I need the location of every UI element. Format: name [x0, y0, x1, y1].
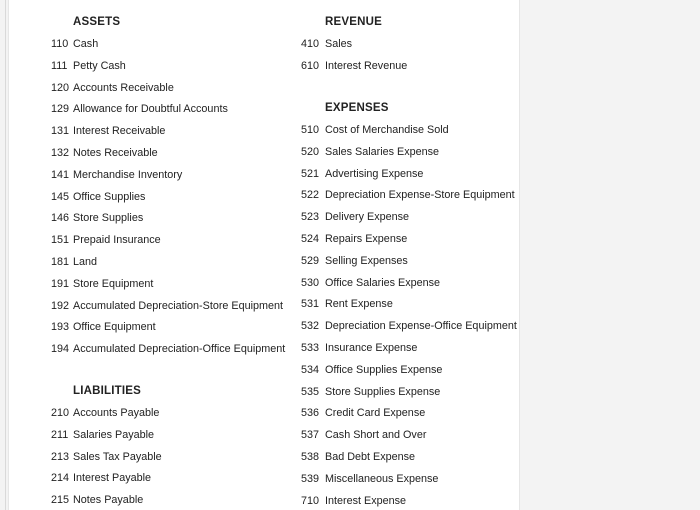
assets-account-code: 129 — [51, 103, 70, 116]
liabilities-account-name: Interest Payable — [73, 472, 152, 485]
expenses-account-name: Sales Salaries Expense — [325, 145, 440, 158]
expenses-account-code: 520 — [301, 145, 320, 158]
expenses-account-name: Advertising Expense — [325, 167, 424, 180]
expenses-account-code: 537 — [301, 429, 320, 442]
assets-account-name: Cash — [73, 38, 99, 50]
liabilities-account-code: 214 — [51, 472, 70, 485]
liabilities-account-name: Sales Tax Payable — [73, 450, 162, 463]
expenses-account-code: 523 — [301, 211, 320, 224]
assets-account-code: 191 — [51, 277, 70, 290]
assets-account-name: Allowance for Doubtful Accounts — [73, 103, 228, 116]
assets-account-name: Interest Receivable — [73, 125, 166, 138]
expenses-account-name: Credit Card Expense — [325, 407, 426, 420]
expenses-account-code: 533 — [301, 342, 320, 354]
assets-account-code: 111 — [51, 59, 68, 72]
assets-heading: ASSETS — [73, 16, 121, 28]
expenses-account-name: Insurance Expense — [325, 342, 418, 354]
assets-account-code: 110 — [51, 38, 69, 50]
assets-account-code: 194 — [51, 343, 70, 356]
assets-account-code: 193 — [51, 321, 70, 334]
expenses-account-name: Delivery Expense — [325, 211, 410, 224]
assets-account-code: 146 — [51, 212, 70, 225]
assets-account-name: Notes Receivable — [73, 147, 158, 159]
revenue-account-name: Interest Revenue — [325, 59, 408, 72]
revenue-account-code: 410 — [301, 38, 320, 50]
assets-account-name: Store Equipment — [73, 277, 154, 290]
expenses-account-code: 536 — [301, 407, 320, 420]
assets-account-name: Accumulated Depreciation-Office Equipment — [73, 343, 286, 356]
expenses-account-name: Repairs Expense — [325, 233, 408, 245]
expenses-account-code: 521 — [301, 167, 320, 180]
assets-account-code: 141 — [51, 168, 70, 181]
liabilities-account-name: Accounts Payable — [73, 407, 160, 419]
assets-account-name: Petty Cash — [73, 59, 126, 72]
expenses-heading: EXPENSES — [325, 102, 389, 114]
expenses-account-code: 532 — [301, 320, 320, 333]
expenses-account-name: Interest Expense — [325, 494, 407, 507]
expenses-account-name: Depreciation Expense-Store Equipment — [325, 189, 515, 202]
expenses-account-name: Selling Expenses — [325, 254, 408, 267]
assets-account-code: 181 — [51, 256, 70, 268]
expenses-account-code: 534 — [301, 363, 320, 376]
chart-of-accounts-sheet — [8, 0, 520, 510]
liabilities-account-name: Notes Payable — [73, 494, 144, 507]
expenses-account-name: Rent Expense — [325, 298, 393, 311]
assets-account-name: Accumulated Depreciation-Store Equipment — [73, 299, 284, 312]
liabilities-account-code: 215 — [51, 494, 70, 507]
liabilities-account-code: 211 — [51, 428, 69, 441]
assets-account-name: Land — [73, 256, 98, 268]
expenses-account-code: 539 — [301, 472, 320, 485]
assets-account-code: 132 — [51, 147, 70, 159]
revenue-heading: REVENUE — [325, 16, 382, 28]
expenses-account-code: 522 — [301, 189, 320, 202]
expenses-account-code: 538 — [301, 451, 320, 463]
expenses-account-code: 710 — [301, 494, 320, 507]
liabilities-heading: LIABILITIES — [73, 385, 142, 397]
liabilities-account-code: 210 — [51, 407, 70, 419]
assets-account-name: Accounts Receivable — [73, 81, 174, 94]
assets-account-name: Store Supplies — [73, 212, 144, 225]
assets-account-name: Merchandise Inventory — [73, 168, 183, 181]
expenses-account-code: 535 — [301, 385, 320, 398]
liabilities-account-name: Salaries Payable — [73, 428, 155, 441]
expenses-account-name: Office Salaries Expense — [325, 276, 441, 289]
assets-account-code: 120 — [51, 81, 70, 94]
assets-account-code: 192 — [51, 299, 70, 312]
expenses-account-name: Cash Short and Over — [325, 429, 427, 442]
assets-account-name: Prepaid Insurance — [73, 234, 161, 247]
expenses-account-name: Bad Debt Expense — [325, 451, 416, 463]
expenses-account-code: 510 — [301, 124, 320, 136]
expenses-account-name: Depreciation Expense-Office Equipment — [325, 320, 517, 333]
expenses-account-name: Store Supplies Expense — [325, 385, 441, 398]
expenses-account-code: 524 — [301, 233, 320, 245]
assets-account-code: 145 — [51, 190, 70, 203]
revenue-account-name: Sales — [325, 38, 353, 50]
expenses-account-code: 531 — [301, 298, 320, 311]
assets-account-code: 131 — [51, 125, 70, 138]
expenses-account-code: 530 — [301, 276, 320, 289]
assets-account-code: 151 — [51, 234, 70, 247]
assets-account-name: Office Equipment — [73, 321, 156, 334]
expenses-account-name: Office Supplies Expense — [325, 363, 443, 376]
expenses-account-code: 529 — [301, 254, 320, 267]
left-divider — [5, 0, 6, 510]
expenses-account-name: Miscellaneous Expense — [325, 472, 439, 485]
liabilities-account-code: 213 — [51, 450, 70, 463]
expenses-account-name: Cost of Merchandise Sold — [325, 124, 449, 136]
assets-account-name: Office Supplies — [73, 190, 146, 203]
revenue-account-code: 610 — [301, 59, 320, 72]
